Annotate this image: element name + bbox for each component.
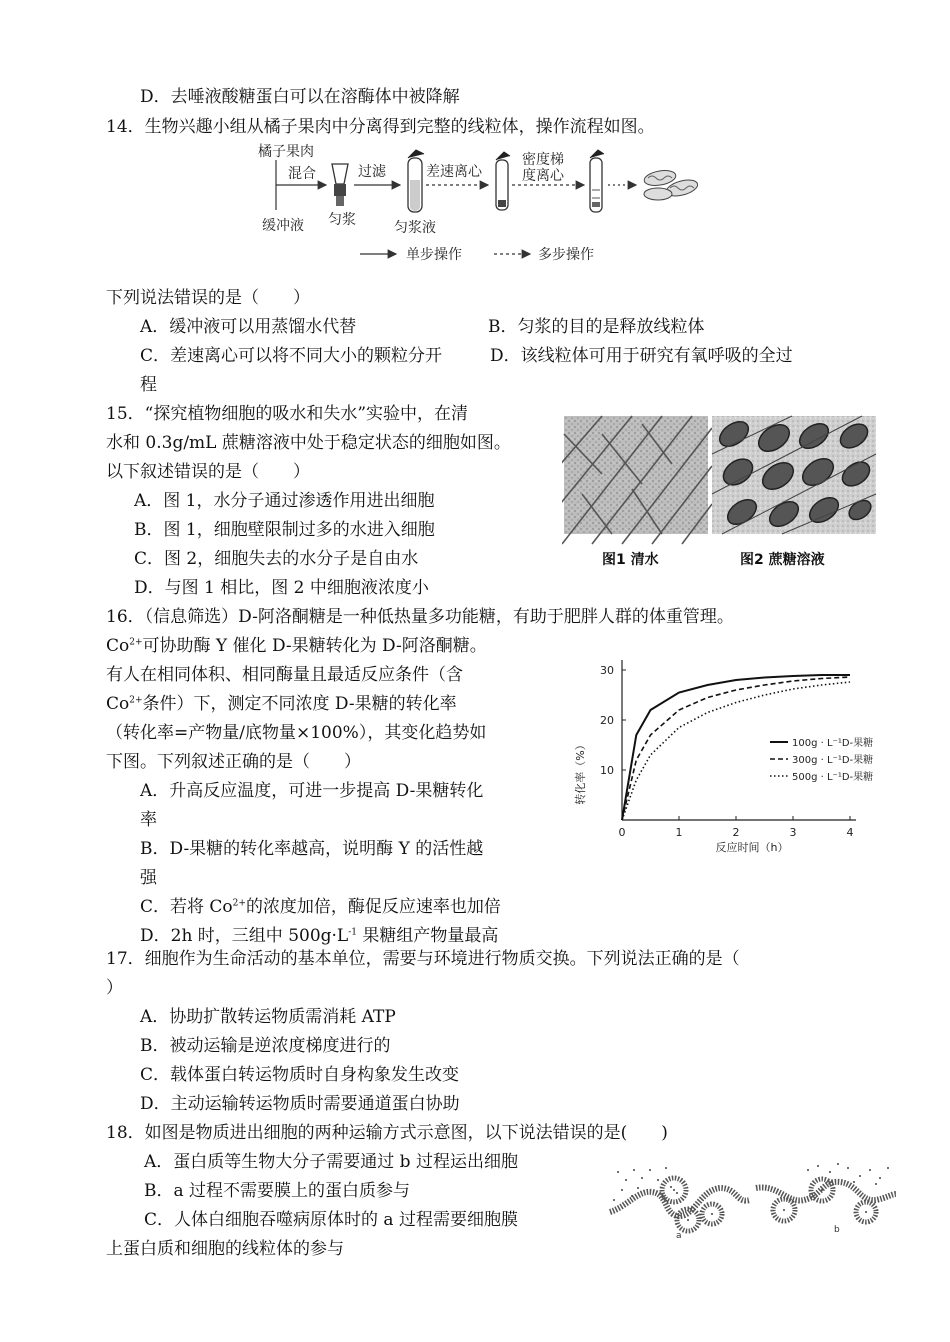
chart-series-line-3: [622, 682, 850, 820]
q16-line2-rest: 可协助酶 Y 催化 D-果糖转化为 D-阿洛酮糖。: [142, 636, 487, 656]
test-tube-icon: [408, 150, 424, 212]
flow-homogenate-label: 匀浆液: [394, 220, 436, 236]
q15-question: 以下叙述错误的是（ ）: [106, 462, 310, 482]
chart-x-tick-label: 3: [789, 826, 797, 839]
chart-y-tick-label: 10: [600, 764, 614, 777]
q14-option-d-wrap: 程: [140, 375, 157, 395]
fig1-caption: 图1 清水: [602, 552, 659, 568]
q14-option-a: A．缓冲液可以用蒸馏水代替: [140, 317, 357, 337]
q17-option-b: B．被动运输是逆浓度梯度进行的: [140, 1036, 391, 1056]
q14-option-d: D．该线粒体可用于研究有氧呼吸的全过: [490, 346, 793, 366]
q13-option-d: D．去唾液酸糖蛋白可以在溶酶体中被降解: [140, 87, 460, 107]
q16-question: 下图。下列叙述正确的是（ ）: [106, 752, 361, 772]
q15-option-a: A．图 1，水分子通过渗透作用进出细胞: [134, 491, 435, 511]
q16-co-text: Co: [106, 636, 130, 656]
flow-buffer-label: 缓冲液: [262, 218, 304, 234]
q16-co-text-2: Co: [106, 694, 130, 714]
q16-c-rest: 的浓度加倍，酶促反应速率也加倍: [245, 897, 501, 917]
flow-pulp-label: 橘子果肉: [258, 144, 314, 160]
q17-stem-wrap: ）: [106, 978, 123, 998]
q16-stem-line-1: 16．（信息筛选）D-阿洛酮糖是一种低热量多功能糖，有助于肥胖人群的体重管理。: [106, 607, 734, 627]
flow-density-label-1: 密度梯: [522, 152, 564, 168]
q14-flow-diagram: [250, 140, 710, 270]
q16-line4-rest: 条件）下，测定不同浓度 D-果糖的转化率: [142, 694, 457, 714]
q16-option-c: [140, 896, 501, 918]
q15-cell-micrographs: [562, 414, 878, 576]
q16-option-a: A．升高反应温度，可进一步提高 D-果糖转化: [140, 781, 484, 801]
q18-stem: 18．如图是物质进出细胞的两种运输方式示意图，以下说法错误的是( ): [106, 1123, 668, 1143]
q17-option-c: C．载体蛋白转运物质时自身构象发生改变: [140, 1065, 460, 1085]
q16-co-sup-2: 2+: [129, 695, 143, 706]
q16-d-rest: 果糖组产物量最高: [357, 926, 499, 946]
q18-transport-diagram: [608, 1160, 898, 1242]
flow-homogenize-label: 匀浆: [328, 212, 356, 228]
chart-legend-label-2: 300g · L⁻¹D-果糖: [792, 755, 874, 766]
q16-c-text: C．若将 Co: [140, 897, 233, 917]
fig2-sucrose-cells: [712, 416, 876, 534]
q14-option-c: C．差速离心可以将不同大小的颗粒分开: [140, 346, 443, 366]
q16-c-sup: 2+: [232, 898, 246, 909]
q16-conversion-chart: [562, 652, 898, 857]
chart-legend-label-1: 100g · L⁻¹D-果糖: [792, 738, 874, 749]
q18-option-c: C．人体白细胞吞噬病原体时的 a 过程需要细胞膜: [144, 1210, 518, 1230]
q17-option-a: A．协助扩散转运物质需消耗 ATP: [140, 1007, 396, 1027]
q16-co-sup: 2+: [129, 637, 143, 648]
q16-d-sup: -1: [348, 927, 358, 938]
q16-option-b-wrap: 强: [140, 868, 157, 888]
q18-option-b: B．a 过程不需要膜上的蛋白质参与: [144, 1181, 411, 1201]
gradient-tube-icon: [590, 150, 604, 212]
fig2-caption: 图2 蔗糖溶液: [740, 552, 825, 568]
q14-option-b: B．匀浆的目的是释放线粒体: [488, 317, 705, 337]
flow-density-label-2: 度离心: [522, 168, 564, 184]
chart-y-tick-label: 20: [600, 714, 614, 727]
q18-option-a: A．蛋白质等生物大分子需要通过 b 过程运出细胞: [144, 1152, 518, 1172]
chart-ylabel: 转化率（%）: [574, 739, 587, 805]
chart-x-tick-label: 2: [732, 826, 740, 839]
fig-b-label: b: [834, 1225, 840, 1235]
q16-stem-line-2: [106, 635, 487, 657]
fig-a-label: a: [676, 1231, 682, 1241]
q15-stem-line-2: 水和 0.3g/mL 蔗糖溶液中处于稳定状态的细胞如图。: [106, 433, 511, 453]
flow-legend-single: 单步操作: [406, 247, 462, 263]
q16-stem-line-4: [106, 693, 457, 715]
q16-stem-line-3: 有人在相同体积、相同酶量且最适反应条件（含: [106, 665, 463, 685]
chart-x-tick-label: 1: [675, 826, 683, 839]
chart-x-tick-label: 4: [846, 826, 854, 839]
chart-legend-label-3: 500g · L⁻¹D-果糖: [792, 772, 874, 783]
q16-stem-line-5: （转化率=产物量/底物量×100%），其变化趋势如: [106, 723, 487, 743]
flow-mix-label: 混合: [288, 166, 316, 182]
q15-stem-line-1: 15．“探究植物细胞的吸水和失水”实验中，在清: [106, 404, 469, 424]
chart-x-tick-label: 0: [618, 826, 626, 839]
q15-option-c: C．图 2，细胞失去的水分子是自由水: [134, 549, 419, 569]
chart-xlabel: 反应时间（h）: [715, 841, 789, 854]
flow-legend-multi: 多步操作: [538, 247, 594, 263]
mitochondria-icon: [643, 168, 699, 200]
chart-y-tick-label: 30: [600, 664, 614, 677]
endocytosis-figure-a: [610, 1167, 750, 1241]
q17-option-d: D．主动运输转运物质时需要通道蛋白协助: [140, 1094, 460, 1114]
q16-option-b: B．D-果糖的转化率越高，说明酶 Y 的活性越: [140, 839, 484, 859]
q14-stem: 14．生物兴趣小组从橘子果肉中分离得到完整的线粒体，操作流程如图。: [106, 117, 655, 137]
centrifuge-tube-icon: [496, 152, 510, 210]
q16-d-text: D．2h 时，三组中 500g·L: [140, 926, 349, 946]
q15-option-d: D．与图 1 相比，图 2 中细胞液浓度小: [134, 578, 429, 598]
fig1-water-cells: [562, 416, 712, 544]
exocytosis-figure-b: [756, 1163, 896, 1235]
flow-diff-cent-label: 差速离心: [426, 164, 482, 180]
q18-option-c-wrap: 上蛋白质和细胞的线粒体的参与: [106, 1239, 344, 1259]
q17-stem: 17．细胞作为生命活动的基本单位，需要与环境进行物质交换。下列说法正确的是（: [106, 949, 740, 969]
flow-filter-label: 过滤: [358, 164, 386, 180]
q16-option-a-wrap: 率: [140, 810, 157, 830]
blender-icon: [332, 164, 348, 206]
q14-question: 下列说法错误的是（ ）: [106, 288, 310, 308]
q15-option-b: B．图 1，细胞壁限制过多的水进入细胞: [134, 520, 435, 540]
q16-option-d: [140, 925, 498, 947]
